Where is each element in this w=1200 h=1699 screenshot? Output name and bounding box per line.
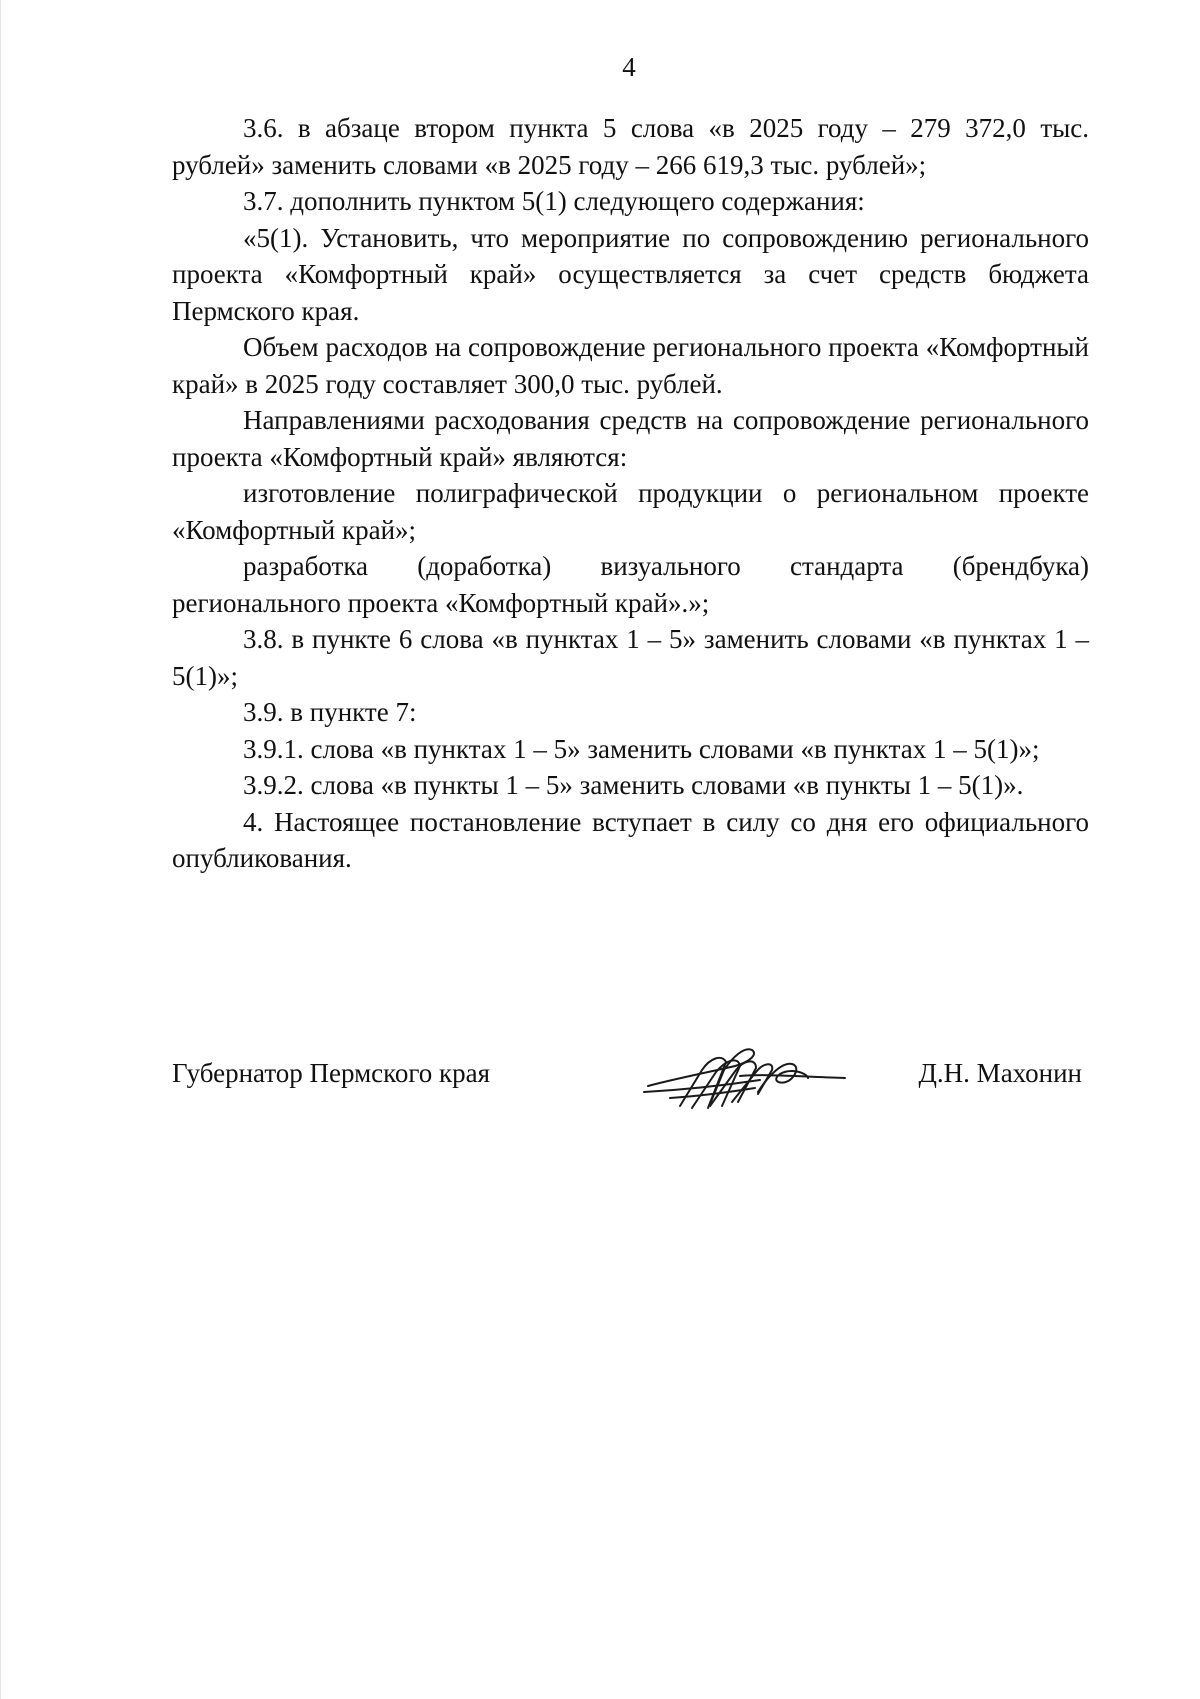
paragraph-3-9-1: 3.9.1. слова «в пунктах 1 – 5» заменить словами «в пунктах 1 – 5(1)»; <box>243 733 1040 764</box>
handwritten-signature <box>640 1036 850 1126</box>
paragraph-3-9: 3.9. в пункте 7: <box>243 697 417 727</box>
paragraph-brandbook: разработка (доработка) визуального стандарта (брендбука) регионального проекта «Комфортный край».»; <box>172 551 1089 618</box>
paragraph-expense-volume: Объем расходов на сопровождение регионального проекта «Комфортный край» в 2025 году составляет 300,0 тыс. рублей. <box>172 332 1089 399</box>
document-body <box>172 110 1089 877</box>
paragraph-3-7: 3.7. дополнить пунктом 5(1) следующего содержания: <box>243 186 865 216</box>
signatory-name: Д.Н. Махонин <box>918 1058 1082 1088</box>
paragraph-4: 4. Настоящее постановление вступает в силу со дня его официального опубликования. <box>172 806 1089 873</box>
signature-block <box>172 1055 1089 1125</box>
scan-edge <box>0 0 1 1699</box>
page-number: 4 <box>622 52 636 82</box>
paragraph-printing: изготовление полиграфической продукции о региональном проекте «Комфортный край»; <box>172 478 1089 545</box>
paragraph-expense-directions: Направлениями расходования средств на сопровождение регионального проекта «Комфортный край» являются: <box>172 405 1089 472</box>
paragraph-3-9-2: 3.9.2. слова «в пункты 1 – 5» заменить словами «в пункты 1 – 5(1)». <box>243 770 1024 800</box>
paragraph-5-1-establish: «5(1). Установить, что мероприятие по сопровождению регионального проекта «Комфортный край» осуществляется за счет средств бюджета Пермского края. <box>172 222 1089 326</box>
signatory-title: Губернатор Пермского края <box>172 1058 491 1088</box>
paragraph-3-8: 3.8. в пункте 6 слова «в пунктах 1 – 5» заменить словами «в пунктах 1 – 5(1)»; <box>172 624 1089 691</box>
paragraph-3-6: 3.6. в абзаце втором пункта 5 слова «в 2025 году – 279 372,0 тыс. рублей» заменить словами «в 2025 году – 266 619,3 тыс. рублей»; <box>172 113 1089 180</box>
